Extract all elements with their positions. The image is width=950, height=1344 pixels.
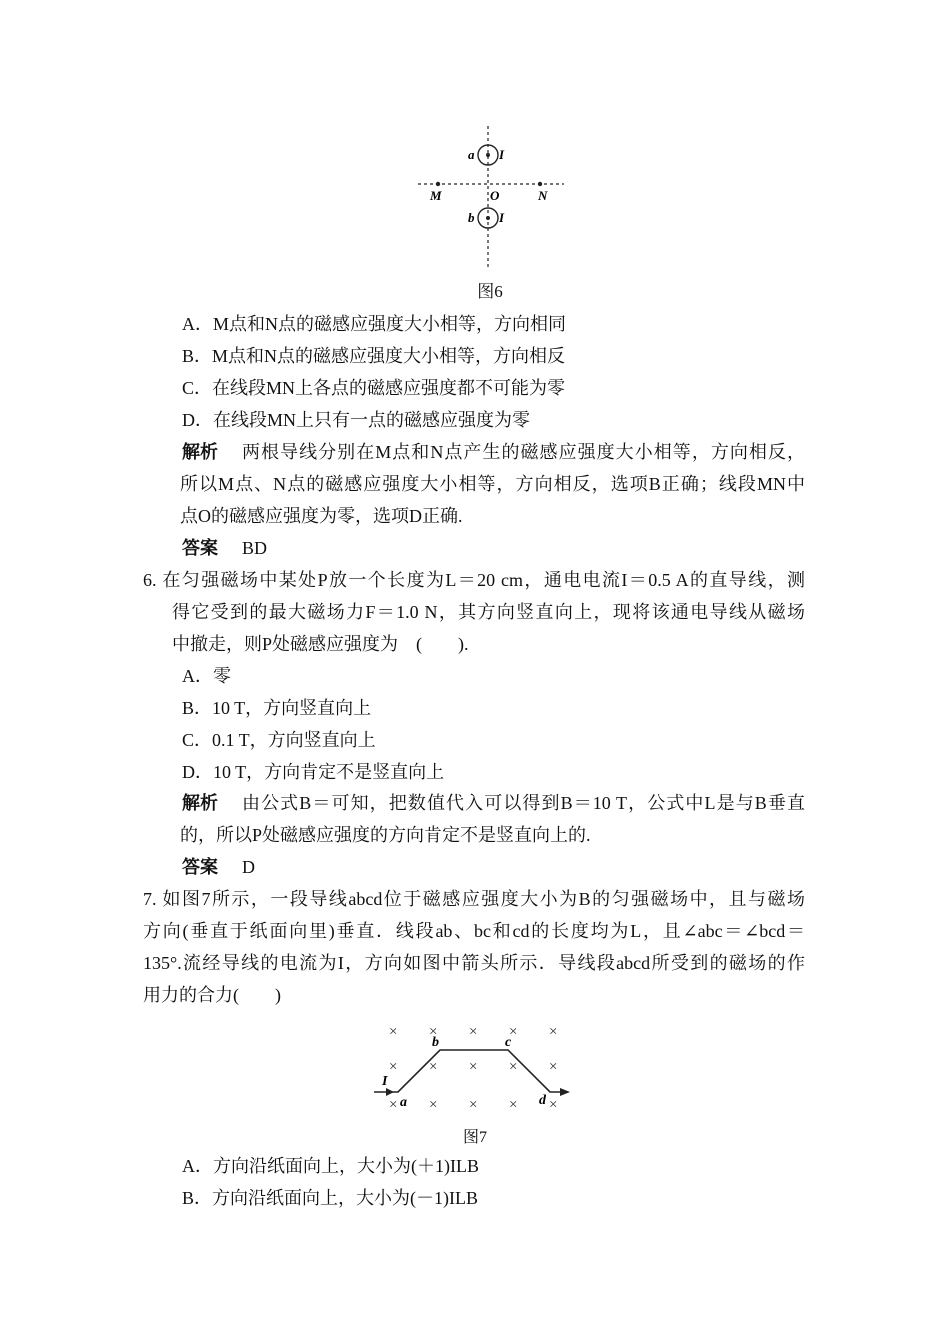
label-c: c [505, 1035, 512, 1050]
cross-symbol: × [509, 1059, 518, 1075]
q6-analysis-line-1: 由公式B＝可知，把数值代入可以得到B＝10 T，公式中L是与B垂直 [242, 793, 805, 813]
q5-answer: BD [242, 538, 268, 558]
cross-symbol: × [429, 1024, 438, 1040]
figure-6-caption: 图6 [477, 282, 503, 301]
current-arrow-out [560, 1088, 570, 1096]
q6-option-b: B．10 T，方向竖直向上 [182, 698, 372, 718]
cross-symbol: × [549, 1097, 558, 1113]
cross-symbol: × [429, 1059, 438, 1075]
q6-option-a: A．零 [182, 666, 231, 686]
q6-stem-line-1: 6. 在匀强磁场中某处P放一个长度为L＝20 cm，通电电流I＝0.5 A的直导线，测 [143, 570, 805, 590]
q5-option-a: A．M点和N点的磁感应强度大小相等，方向相同 [182, 314, 567, 334]
label-n: N [538, 188, 548, 203]
label-a: a [400, 1095, 407, 1110]
label-i: I [382, 1074, 388, 1089]
label-d: d [539, 1093, 546, 1108]
cross-symbol: × [469, 1024, 478, 1040]
cross-symbol: × [389, 1097, 398, 1113]
q6-answer: D [242, 857, 255, 877]
cross-symbol: × [509, 1024, 518, 1040]
q5-option-c: C．在线段MN上各点的磁感应强度都不可能为零 [182, 378, 566, 398]
q7-stem-line-4: 用力的合力( ) [143, 985, 281, 1005]
q7-stem-line-1: 7. 如图7所示，一段导线abcd位于磁感应强度大小为B的匀强磁场中，且与磁场 [143, 889, 805, 909]
cross-symbol: × [469, 1097, 478, 1113]
cross-symbol: × [429, 1097, 438, 1113]
q7-stem-line-2: 方向(垂直于纸面向里)垂直．线段ab、bc和cd的长度均为L，且∠abc＝∠bcd＝ [143, 921, 805, 941]
wire-a-dot [486, 153, 490, 157]
figure-6-diagram [410, 122, 570, 272]
cross-symbol: × [469, 1059, 478, 1075]
q5-option-b: B．M点和N点的磁感应强度大小相等，方向相反 [182, 346, 566, 366]
label-a: a [468, 147, 475, 162]
q5-analysis-line-3: 点O的磁感应强度为零，选项D正确. [180, 506, 463, 526]
point-n-dot [538, 182, 542, 186]
q5-analysis-line-2: 所以M点、N点的磁感应强度大小相等，方向相反，选项B正确；线段MN中 [180, 474, 805, 494]
q6-option-d: D．10 T，方向肯定不是竖直向上 [182, 762, 445, 782]
point-m-dot [436, 182, 440, 186]
q5-analysis-label: 解析 [182, 442, 218, 462]
q6-stem-line-3: 中撤走，则P处磁感应强度为 ( ). [172, 634, 469, 654]
q6-stem-line-2: 得它受到的最大磁场力F＝1.0 N，其方向竖直向上，现将该通电导线从磁场 [172, 602, 805, 622]
q7-option-b: B．方向沿纸面向上，大小为(－1)ILB [182, 1188, 478, 1208]
q6-analysis-line-2: 的，所以P处磁感应强度的方向肯定不是竖直向上的. [180, 825, 591, 845]
q6-answer-label: 答案 [182, 857, 218, 877]
cross-symbol: × [509, 1097, 518, 1113]
figure-7-caption: 图7 [462, 1129, 487, 1146]
cross-symbol: × [549, 1024, 558, 1040]
q7-option-a: A．方向沿纸面向上，大小为(＋1)ILB [182, 1156, 479, 1176]
current-arrow-in [386, 1088, 394, 1096]
wire-b-dot [486, 216, 490, 220]
label-b: b [432, 1035, 439, 1050]
label-i-bottom: I [499, 210, 505, 225]
cross-symbol: × [389, 1059, 398, 1075]
cross-symbol: × [549, 1059, 558, 1075]
q6-analysis-label: 解析 [182, 793, 218, 813]
label-m: M [430, 188, 442, 203]
q5-answer-label: 答案 [182, 538, 218, 558]
q5-analysis-line-1: 两根导线分别在M点和N点产生的磁感应强度大小相等，方向相反， [242, 442, 805, 462]
label-b: b [468, 210, 475, 225]
q5-option-d: D．在线段MN上只有一点的磁感应强度为零 [182, 410, 531, 430]
label-i-top: I [499, 147, 505, 162]
q7-stem-line-3: 135°.流经导线的电流为I，方向如图中箭头所示．导线段abcd所受到的磁场的作 [143, 953, 805, 973]
label-o: O [490, 188, 500, 203]
q6-option-c: C．0.1 T，方向竖直向上 [182, 730, 376, 750]
cross-symbol: × [389, 1024, 398, 1040]
figure-7-diagram [368, 1018, 578, 1118]
